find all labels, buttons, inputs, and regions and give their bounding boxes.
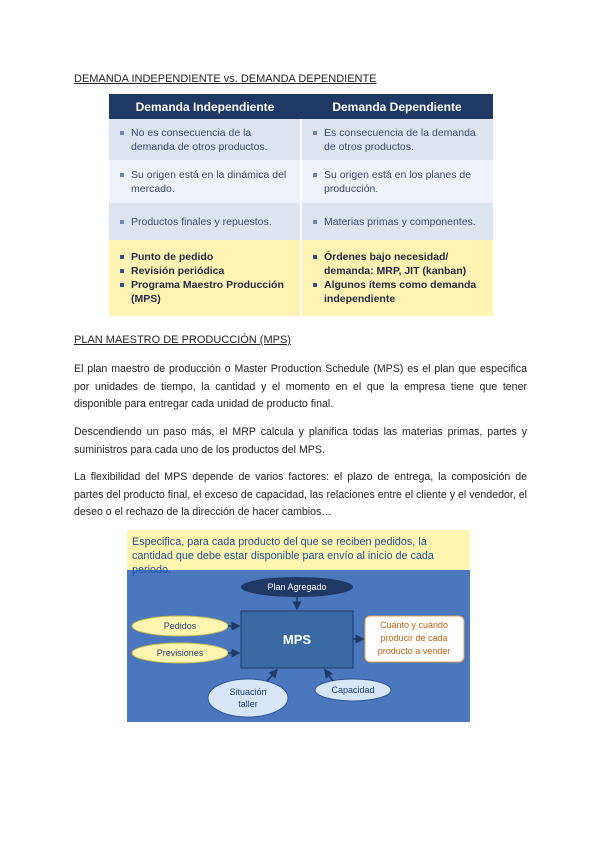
plan-agregado-label: Plan Agregado [267, 582, 327, 592]
arrow-situacion-to-mps [267, 670, 277, 681]
header-dependiente: Demanda Dependiente [301, 94, 493, 119]
list-item: Programa Maestro Producción (MPS) [131, 278, 292, 306]
list-item: Órdenes bajo necesidad/ demanda: MRP, JIT (kanban) [324, 250, 485, 278]
section-heading-mps: PLAN MAESTRO DE PRODUCCIÓN (MPS) [74, 334, 291, 346]
table-header-row [109, 94, 493, 119]
table-cell [109, 119, 301, 160]
list-item: Revisión periódica [131, 264, 292, 278]
table-row [109, 119, 493, 160]
table-cell [109, 160, 301, 203]
list-item: Productos finales y repuestos. [131, 215, 292, 229]
table-cell [301, 240, 493, 316]
list-item: Algunos ítems como demanda independiente [324, 278, 485, 306]
header-independiente: Demanda Independiente [109, 94, 301, 119]
output-line: Cuánto y cuándo [379, 620, 449, 630]
table-row-highlight [109, 240, 493, 316]
capacidad-label: Capacidad [331, 685, 375, 695]
list-item: Materias primas y componentes. [324, 215, 485, 229]
situacion-taller-oval [208, 679, 288, 717]
diagram-caption: Especifica, para cada producto del que se reciben pedidos, la cantidad que debe estar disponible para envío al inicio de cada periodo. [127, 530, 470, 570]
paragraph: El plan maestro de producción o Master Production Schedule (MPS) es el plan que especifica por unidades de tiempo, la cantidad y el momento en el que la empresa tiene que tener disponible para entregar cada unidad de producto final. [74, 363, 527, 410]
arrow-capacidad-to-mps [325, 670, 333, 681]
table-row [109, 203, 493, 240]
mps-label: MPS [282, 632, 312, 647]
paragraph: La flexibilidad del MPS depende de varios factores: el plazo de entrega, la composición de partes del producto final, el exceso de capacidad, las relaciones entre el cliente y el vendedor, el deseo o el rechazo de la dirección de hacer cambios… [74, 471, 527, 518]
list-item: No es consecuencia de la demanda de otros productos. [131, 126, 292, 154]
situacion-taller-label: taller [238, 699, 258, 709]
list-item: Es consecuencia de la demanda de otros productos. [324, 126, 485, 154]
output-line: producir de cada [380, 633, 448, 643]
list-item: Punto de pedido [131, 250, 292, 264]
table-cell [301, 119, 493, 160]
output-line: producto a vender [377, 646, 451, 656]
mps-diagram [127, 530, 470, 722]
section-heading-demanda: DEMANDA INDEPENDIENTE vs. DEMANDA DEPENDIENTE [74, 73, 377, 85]
demand-comparison-table [109, 94, 493, 316]
paragraph: Descendiendo un paso más, el MRP calcula y planifica todas las materias primas, partes y suministros para cada uno de los productos del MPS. [74, 426, 527, 456]
table-cell [109, 203, 301, 240]
situacion-taller-label: Situación [229, 687, 267, 697]
previsiones-label: Previsiones [156, 648, 204, 658]
list-item: Su origen está en la dinámica del mercado. [131, 168, 292, 196]
table-cell [109, 240, 301, 316]
table-row [109, 160, 493, 203]
table-cell [301, 160, 493, 203]
table-cell [301, 203, 493, 240]
pedidos-label: Pedidos [163, 621, 197, 631]
list-item: Su origen está en los planes de producción. [324, 168, 485, 196]
